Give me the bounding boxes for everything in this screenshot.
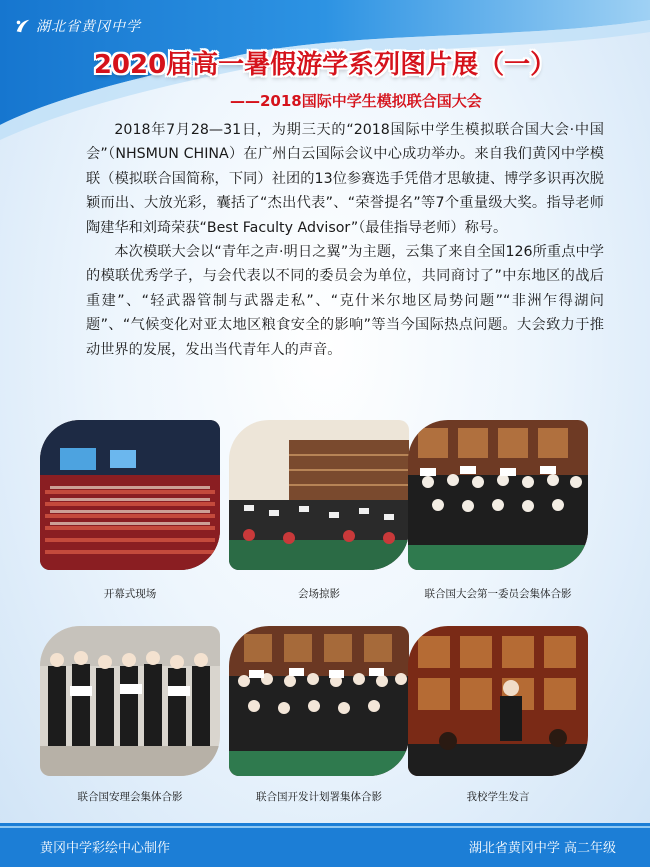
school-emblem-icon (14, 17, 32, 35)
photo-caption: 联合国大会第一委员会集体合影 (424, 588, 572, 600)
footer-divider (0, 826, 650, 828)
footer-bar (0, 823, 650, 867)
article-paragraph-2: 本次模联大会以“青年之声·明日之翼”为主题，云集了来自全国126所重点中学的模联优秀学子，与会代表以不同的委员会为单位，共同商讨了”中东地区的战后重建”、“轻武器管制与武器走私”、“克什米尔地区局势问题”“非洲乍得湖问题”、“气候变化对亚太地区粮食安全的影响”等当今国际热点问题。大会致力于推动世界的发展，发出当代青年人的声音。 (86, 244, 604, 358)
photo-venue (229, 420, 409, 570)
footer-school-grade: 湖北省黄冈中学 高二年级 (468, 841, 616, 856)
photo-ga-first-committee (408, 420, 588, 570)
photo-security-council (40, 626, 220, 776)
photo-undp (229, 626, 409, 776)
page-title: 2020届高一暑假游学系列图片展（一） (93, 50, 557, 80)
photo-caption: 我校学生发言 (466, 791, 530, 803)
page-subtitle: ——2018国际中学生模拟联合国大会 (230, 92, 482, 110)
photo-student-speech (408, 626, 588, 776)
photo-caption: 开幕式现场 (103, 588, 157, 600)
footer-producer: 黄冈中学彩绘中心制作 (40, 841, 171, 856)
photo-caption: 联合国安理会集体合影 (77, 791, 183, 803)
article-paragraph-1: 2018年7月28—31日，为期三天的“2018国际中学生模拟联合国大会·中国会”（NHSMUN CHINA）在广州白云国际会议中心成功举办。来自我们黄冈中学模联（模拟联合国简称，下同）社团的13位参赛选手凭借才思敏捷、博学多识再次脱颖而出、大放光彩，囊括了“杰出代表”、“荣誉提名”等7个重量级大奖。指导老师陶建华和刘琦荣获“Best Faculty Advisor”（最佳指导老师）称号。 (86, 122, 604, 236)
photo-opening-ceremony (40, 420, 220, 570)
photo-caption: 会场掠影 (298, 588, 340, 600)
article-body (86, 118, 604, 362)
school-logo (14, 16, 141, 36)
photo-caption: 联合国开发计划署集体合影 (256, 791, 382, 803)
school-name: 湖北省黄冈中学 (36, 19, 141, 35)
